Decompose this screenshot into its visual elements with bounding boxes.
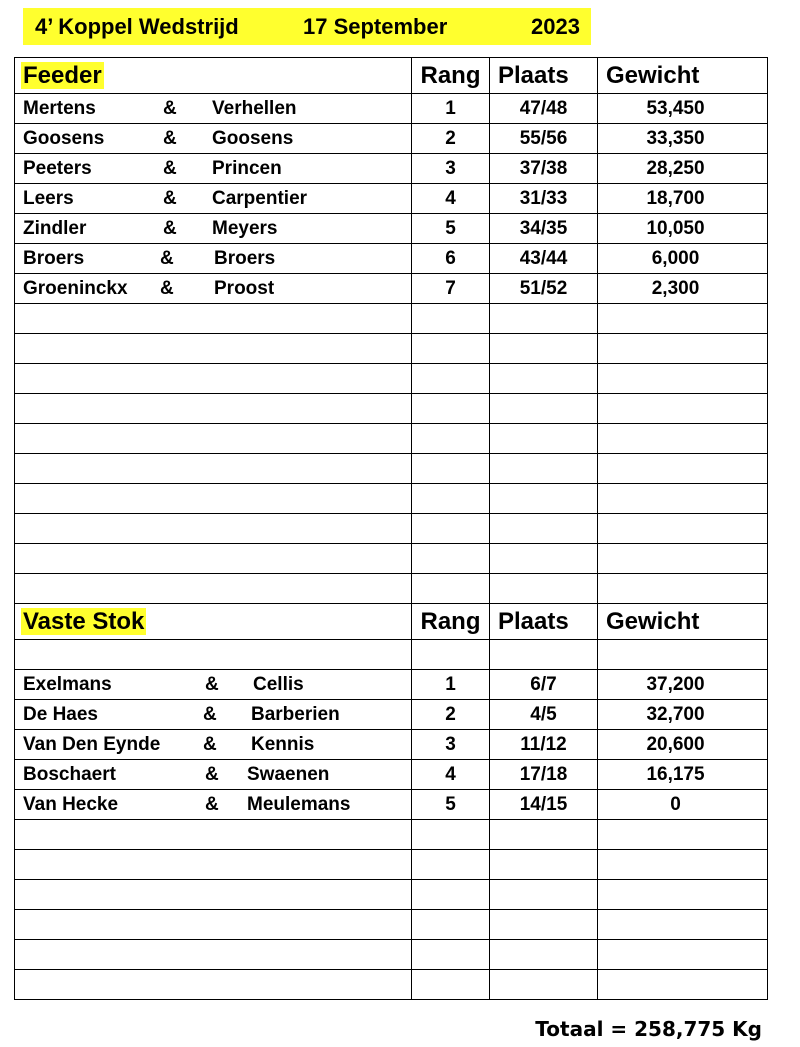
angler-1: Mertens — [23, 97, 96, 119]
plaats-cell: 37/38 — [490, 154, 598, 184]
gewicht-cell: 10,050 — [598, 214, 768, 244]
rang-cell: 7 — [412, 274, 490, 304]
page-title — [23, 8, 591, 45]
empty-row — [15, 940, 768, 970]
table-row — [15, 184, 768, 214]
table-row — [15, 700, 768, 730]
angler-2: Barberien — [251, 703, 340, 725]
angler-1: Broers — [23, 247, 85, 269]
rang-cell: 4 — [412, 760, 490, 790]
gewicht-cell: 28,250 — [598, 154, 768, 184]
rang-cell: 4 — [412, 184, 490, 214]
gewicht-cell: 16,175 — [598, 760, 768, 790]
angler-2: Meulemans — [247, 793, 351, 815]
empty-row — [15, 820, 768, 850]
ampersand: & — [205, 793, 219, 815]
gewicht-cell: 20,600 — [598, 730, 768, 760]
empty-row — [15, 850, 768, 880]
ampersand: & — [163, 97, 177, 119]
table-row — [15, 730, 768, 760]
col-rang-header: Rang — [412, 58, 490, 94]
angler-1: Boschaert — [23, 763, 116, 785]
angler-2: Verhellen — [212, 97, 297, 119]
empty-row — [15, 484, 768, 514]
empty-row — [15, 364, 768, 394]
rang-cell: 2 — [412, 700, 490, 730]
empty-row — [15, 544, 768, 574]
gewicht-cell: 0 — [598, 790, 768, 820]
section-header-vaste-stok — [15, 604, 768, 640]
rang-cell: 1 — [412, 670, 490, 700]
angler-2: Goosens — [212, 127, 294, 149]
empty-row — [15, 334, 768, 364]
plaats-cell: 31/33 — [490, 184, 598, 214]
col-rang-header: Rang — [412, 604, 490, 640]
angler-1: Van Hecke — [23, 793, 119, 815]
empty-row — [15, 970, 768, 1000]
angler-1: Leers — [23, 187, 74, 209]
plaats-cell: 14/15 — [490, 790, 598, 820]
table-row — [15, 274, 768, 304]
results-table — [14, 57, 768, 1000]
plaats-cell: 55/56 — [490, 124, 598, 154]
ampersand: & — [160, 277, 174, 299]
section-title: Feeder — [23, 61, 102, 89]
angler-1: Zindler — [23, 217, 87, 239]
angler-2: Proost — [214, 277, 275, 299]
rang-cell: 3 — [412, 154, 490, 184]
section-title-cell — [15, 58, 412, 94]
ampersand: & — [205, 673, 219, 695]
empty-row — [15, 574, 768, 604]
angler-1: Goosens — [23, 127, 105, 149]
table-row — [15, 214, 768, 244]
empty-row — [15, 910, 768, 940]
plaats-cell: 47/48 — [490, 94, 598, 124]
empty-row — [15, 454, 768, 484]
section-title-cell — [15, 604, 412, 640]
section-title: Vaste Stok — [23, 607, 145, 635]
angler-2: Broers — [214, 247, 276, 269]
rang-cell: 5 — [412, 790, 490, 820]
ampersand: & — [203, 703, 217, 725]
rang-cell: 6 — [412, 244, 490, 274]
angler-1: Peeters — [23, 157, 92, 179]
col-plaats-header: Plaats — [490, 604, 598, 640]
col-plaats-header: Plaats — [490, 58, 598, 94]
empty-row — [15, 304, 768, 334]
title-date: 17 September — [303, 14, 448, 39]
table-row — [15, 94, 768, 124]
table-row — [15, 670, 768, 700]
section-header-feeder — [15, 58, 768, 94]
plaats-cell: 6/7 — [490, 670, 598, 700]
table-row — [15, 154, 768, 184]
table-row — [15, 124, 768, 154]
title-year: 2023 — [531, 14, 580, 39]
rang-cell: 2 — [412, 124, 490, 154]
empty-row — [15, 640, 768, 670]
angler-2: Swaenen — [247, 763, 330, 785]
gewicht-cell: 6,000 — [598, 244, 768, 274]
col-gewicht-header: Gewicht — [598, 604, 768, 640]
rang-cell: 1 — [412, 94, 490, 124]
empty-row — [15, 424, 768, 454]
title-text: 4’ Koppel Wedstrijd — [35, 14, 239, 39]
ampersand: & — [163, 217, 177, 239]
ampersand: & — [163, 127, 177, 149]
total-weight: Totaal = 258,775 Kg — [535, 1017, 762, 1041]
ampersand: & — [160, 247, 174, 269]
angler-2: Carpentier — [212, 187, 308, 209]
gewicht-cell: 33,350 — [598, 124, 768, 154]
table-row — [15, 244, 768, 274]
gewicht-cell: 37,200 — [598, 670, 768, 700]
angler-2: Meyers — [212, 217, 278, 239]
ampersand: & — [163, 157, 177, 179]
ampersand: & — [203, 733, 217, 755]
gewicht-cell: 32,700 — [598, 700, 768, 730]
col-gewicht-header: Gewicht — [598, 58, 768, 94]
plaats-cell: 43/44 — [490, 244, 598, 274]
gewicht-cell: 53,450 — [598, 94, 768, 124]
angler-2: Kennis — [251, 733, 315, 755]
plaats-cell: 17/18 — [490, 760, 598, 790]
rang-cell: 3 — [412, 730, 490, 760]
ampersand: & — [163, 187, 177, 209]
empty-row — [15, 394, 768, 424]
empty-row — [15, 514, 768, 544]
gewicht-cell: 2,300 — [598, 274, 768, 304]
angler-1: Exelmans — [23, 673, 112, 695]
table-row — [15, 790, 768, 820]
angler-1: De Haes — [23, 703, 98, 725]
rang-cell: 5 — [412, 214, 490, 244]
angler-1: Van Den Eynde — [23, 733, 161, 755]
angler-2: Princen — [212, 157, 282, 179]
angler-2: Cellis — [253, 673, 304, 695]
plaats-cell: 4/5 — [490, 700, 598, 730]
plaats-cell: 34/35 — [490, 214, 598, 244]
table-row — [15, 760, 768, 790]
gewicht-cell: 18,700 — [598, 184, 768, 214]
empty-row — [15, 880, 768, 910]
angler-1: Groeninckx — [23, 277, 128, 299]
ampersand: & — [205, 763, 219, 785]
plaats-cell: 11/12 — [490, 730, 598, 760]
plaats-cell: 51/52 — [490, 274, 598, 304]
